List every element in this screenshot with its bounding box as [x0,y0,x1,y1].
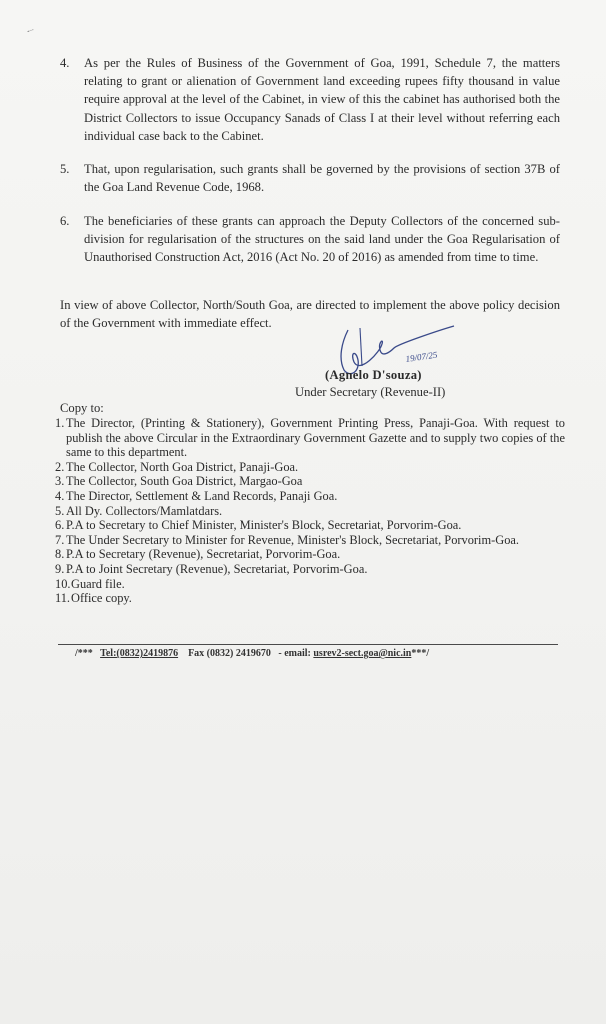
footer-suffix: ***/ [411,648,430,659]
paragraph-number: 4. [60,56,70,70]
footer-contact [75,648,545,659]
closing-directive: In view of above Collector, North/South Goa, are directed to implement the above policy decision of the Government with immediate effect. [60,298,560,331]
list-item: 10. Guard file. [55,576,125,591]
svg-text:19/07/25: 19/07/25 [404,349,438,364]
footer-divider [58,644,558,645]
copy-to-list [55,416,565,606]
list-item: 1. The Director, (Printing & Stationery), Government Printing Press, Panaji-Goa. With request to publish the above Circular in the Extraordinary Government Gazette and to supply two copies of the same to this department. [55,416,565,460]
paragraph-text: That, upon regularisation, such grants shall be governed by the provisions of section 37B of the Goa Land Revenue Code, 1968. [84,162,560,195]
list-item: 9. P.A to Joint Secretary (Revenue), Secretariat, Porvorim-Goa. [55,561,368,576]
footer-email-label: - email: [278,648,311,659]
footer-fax: Fax (0832) 2419670 [188,648,271,659]
paragraph-number: 6. [60,214,70,228]
scan-speck [27,29,34,35]
footer-email-link[interactable]: usrev2-sect.goa@nic.in [313,648,412,659]
signatory-name: (Agnelo D'souza) [325,368,422,382]
list-item: 5. All Dy. Collectors/Mamlatdars. [55,503,223,518]
list-item: 3. The Collector, South Goa District, Margao-Goa [55,474,303,489]
paragraph-4 [60,54,560,145]
list-item: 4. The Director, Settlement & Land Records, Panaji Goa. [55,488,338,503]
signatory-title: Under Secretary (Revenue-II) [295,385,446,399]
paragraph-text: As per the Rules of Business of the Government of Goa, 1991, Schedule 7, the matters relating to grant or alienation of Government land exceeding rupees fifty thousand in value require approval at the level of the Cabinet, in view of this the cabinet has authorised both the District Collectors to issue Occupancy Sanads of Class I at their level without referring each individual case back to the Cabinet. [84,56,560,143]
footer-prefix: /*** [75,648,93,659]
footer-tel: Tel:(0832)2419876 [100,648,179,659]
paragraph-6 [60,212,560,267]
paragraph-number: 5. [60,162,70,176]
paragraph-text: The beneficiaries of these grants can approach the Deputy Collectors of the concerned sub-division for regularisation of the structures on the said land under the Goa Regularisation of Unauthorised Construction Act, 2016 (Act No. 20 of 2016) as amended from time to time. [84,214,560,265]
copy-to-heading: Copy to: [60,401,104,415]
list-item: 7. The Under Secretary to Minister for Revenue, Minister's Block, Secretariat, Porvorim-Goa. [55,532,519,547]
list-item: 8. P.A to Secretary (Revenue), Secretariat, Porvorim-Goa. [55,547,341,562]
paragraph-5 [60,160,560,196]
list-item: 11. Office copy. [55,591,132,606]
list-item: 2. The Collector, North Goa District, Panaji-Goa. [55,459,299,474]
list-item: 6. P.A to Secretary to Chief Minister, Minister's Block, Secretariat, Porvorim-Goa. [55,518,462,533]
